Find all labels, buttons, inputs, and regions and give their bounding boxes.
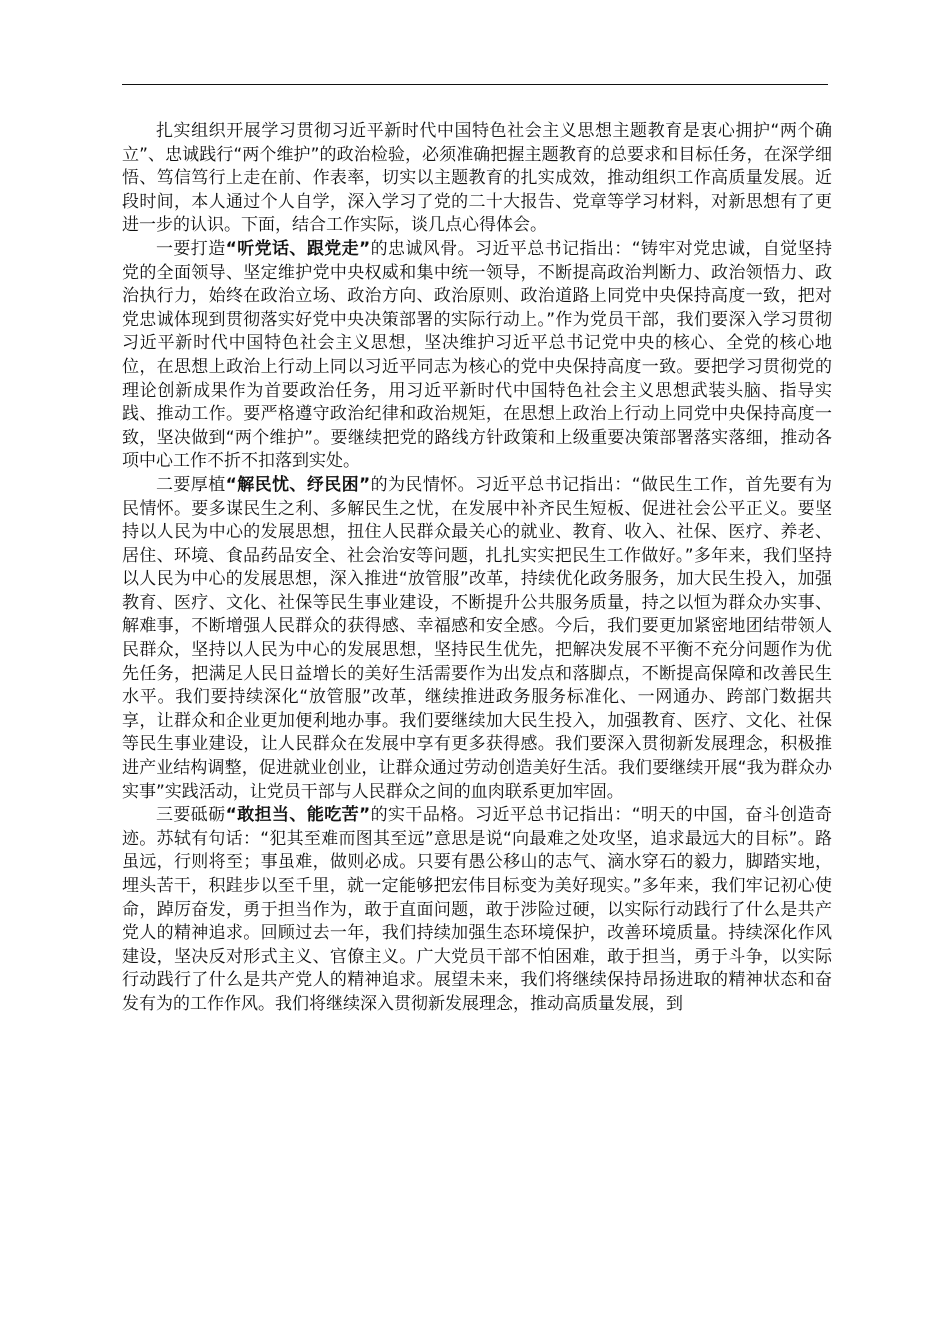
paragraph-diligence <box>122 804 832 1016</box>
paragraph-loyalty <box>122 238 832 474</box>
paragraph-text: 的为民情怀。习近平总书记指出：“做民生工作，首先要有为民情怀。要多谋民生之利、多解民生之忧，在发展中补齐民生短板、促进社会公平正义。要坚持以人民为中心的发展思想，扭住人民群众最关心的就业、教育、收入、社保、医疗、养老、居住、环境、食品药品安全、社会治安等问题，扎扎实实把民生工作做好。”多年来，我们坚持以人民为中心的发展思想，深入推进“放管服”改革，持续优化政务服务，加大民生投入，加强教育、医疗、文化、社保等民生事业建设，不断提升公共服务质量，持之以恒为群众办实事、解难事，不断增强人民群众的获得感、幸福感和安全感。今后，我们要更加紧密地团结带领人民群众，坚持以人民为中心的发展思想，坚持民生优先，把解决发展不平衡不充分问题作为优先任务，把满足人民日益增长的美好生活需要作为出发点和落脚点，不断提高保障和改善民生水平。我们要持续深化“放管服”改革，继续推进政务服务标准化、一网通办、跨部门数据共享，让群众和企业更加便利地办事。我们要继续加大民生投入，加强教育、医疗、文化、社保等民生事业建设，让人民群众在发展中享有更多获得感。我们要深入贯彻新发展理念，积极推进产业结构调整，促进就业创业，让群众通过劳动创造美好生活。我们要继续开展“我为群众办实事”实践活动，让党员干部与人民群众之间的血肉联系更加牢固。 <box>122 474 832 802</box>
paragraph-lead-prefix: 一要打造 <box>156 238 226 259</box>
paragraph-text: 扎实组织开展学习贯彻习近平新时代中国特色社会主义思想主题教育是衷心拥护“两个确立”、忠诚践行“两个维护”的政治检验，必须准确把握主题教育的总要求和目标任务，在深学细悟、笃信笃行上走在前、作表率，切实以主题教育的扎实成效，推动组织工作高质量发展。近段时间，本人通过个人自学，深入学习了党的二十大报告、党章等学习材料，对新思想有了更进一步的认识。下面，结合工作实际，谈几点心得体会。 <box>122 121 832 236</box>
paragraph-lead-prefix: 二要厚植 <box>156 474 226 495</box>
paragraph-intro <box>122 120 832 238</box>
paragraph-text: 的忠诚风骨。习近平总书记指出：“铸牢对党忠诚，自觉坚持党的全面领导、坚定维护党中央权威和集中统一领导，不断提高政治判断力、政治领悟力、政治执行力，始终在政治立场、政治方向、政治原则、政治道路上同党中央保持高度一致，把对党忠诚体现到贯彻落实好党中央决策部署的实际行动上。”作为党员干部，我们要深入学习贯彻习近平新时代中国特色社会主义思想，坚决维护习近平总书记党中央的核心、全党的核心地位，在思想上政治上行动上同以习近平同志为核心的党中央保持高度一致。要把学习贯彻党的理论创新成果作为首要政治任务，用习近平新时代中国特色社会主义思想武装头脑、指导实践、推动工作。要严格遵守政治纪律和政治规矩，在思想上政治上行动上同党中央保持高度一致，坚决做到“两个维护”。要继续把党的路线方针政策和上级重要决策部署落实落细，推动各项中心工作不折不扣落到实处。 <box>122 238 832 472</box>
document-body <box>122 120 832 1017</box>
paragraph-lead-bold: “听党话、跟党走” <box>225 238 371 259</box>
paragraph-people <box>122 474 832 804</box>
header-rule <box>122 84 828 85</box>
paragraph-lead-bold: “解民忧、纾民困” <box>225 474 371 495</box>
paragraph-lead-bold: “敢担当、能吃苦” <box>225 805 371 826</box>
paragraph-lead-prefix: 三要砥砺 <box>156 805 226 826</box>
paragraph-text: 的实干品格。习近平总书记指出：“明天的中国，奋斗创造奇迹。苏轼有句话：“犯其至难而图其至远”意思是说“向最难之处攻坚，追求最远大的目标”。路虽远，行则将至；事虽难，做则必成。只要有愚公移山的志气、滴水穿石的毅力，脚踏实地，埋头苦干，积跬步以至千里，就一定能够把宏伟目标变为美好现实。”多年来，我们牢记初心使命，踔厉奋发，勇于担当作为，敢于直面问题，敢于涉险过硬，以实际行动践行了什么是共产党人的精神追求。回顾过去一年，我们持续加强生态环境保护，改善环境质量。持续深化作风建设，坚决反对形式主义、官僚主义。广大党员干部不怕困难，敢于担当，勇于斗争，以实际行动践行了什么是共产党人的精神追求。展望未来，我们将继续保持昂扬进取的精神状态和奋发有为的工作作风。我们将继续深入贯彻新发展理念，推动高质量发展，到 <box>122 805 832 1014</box>
